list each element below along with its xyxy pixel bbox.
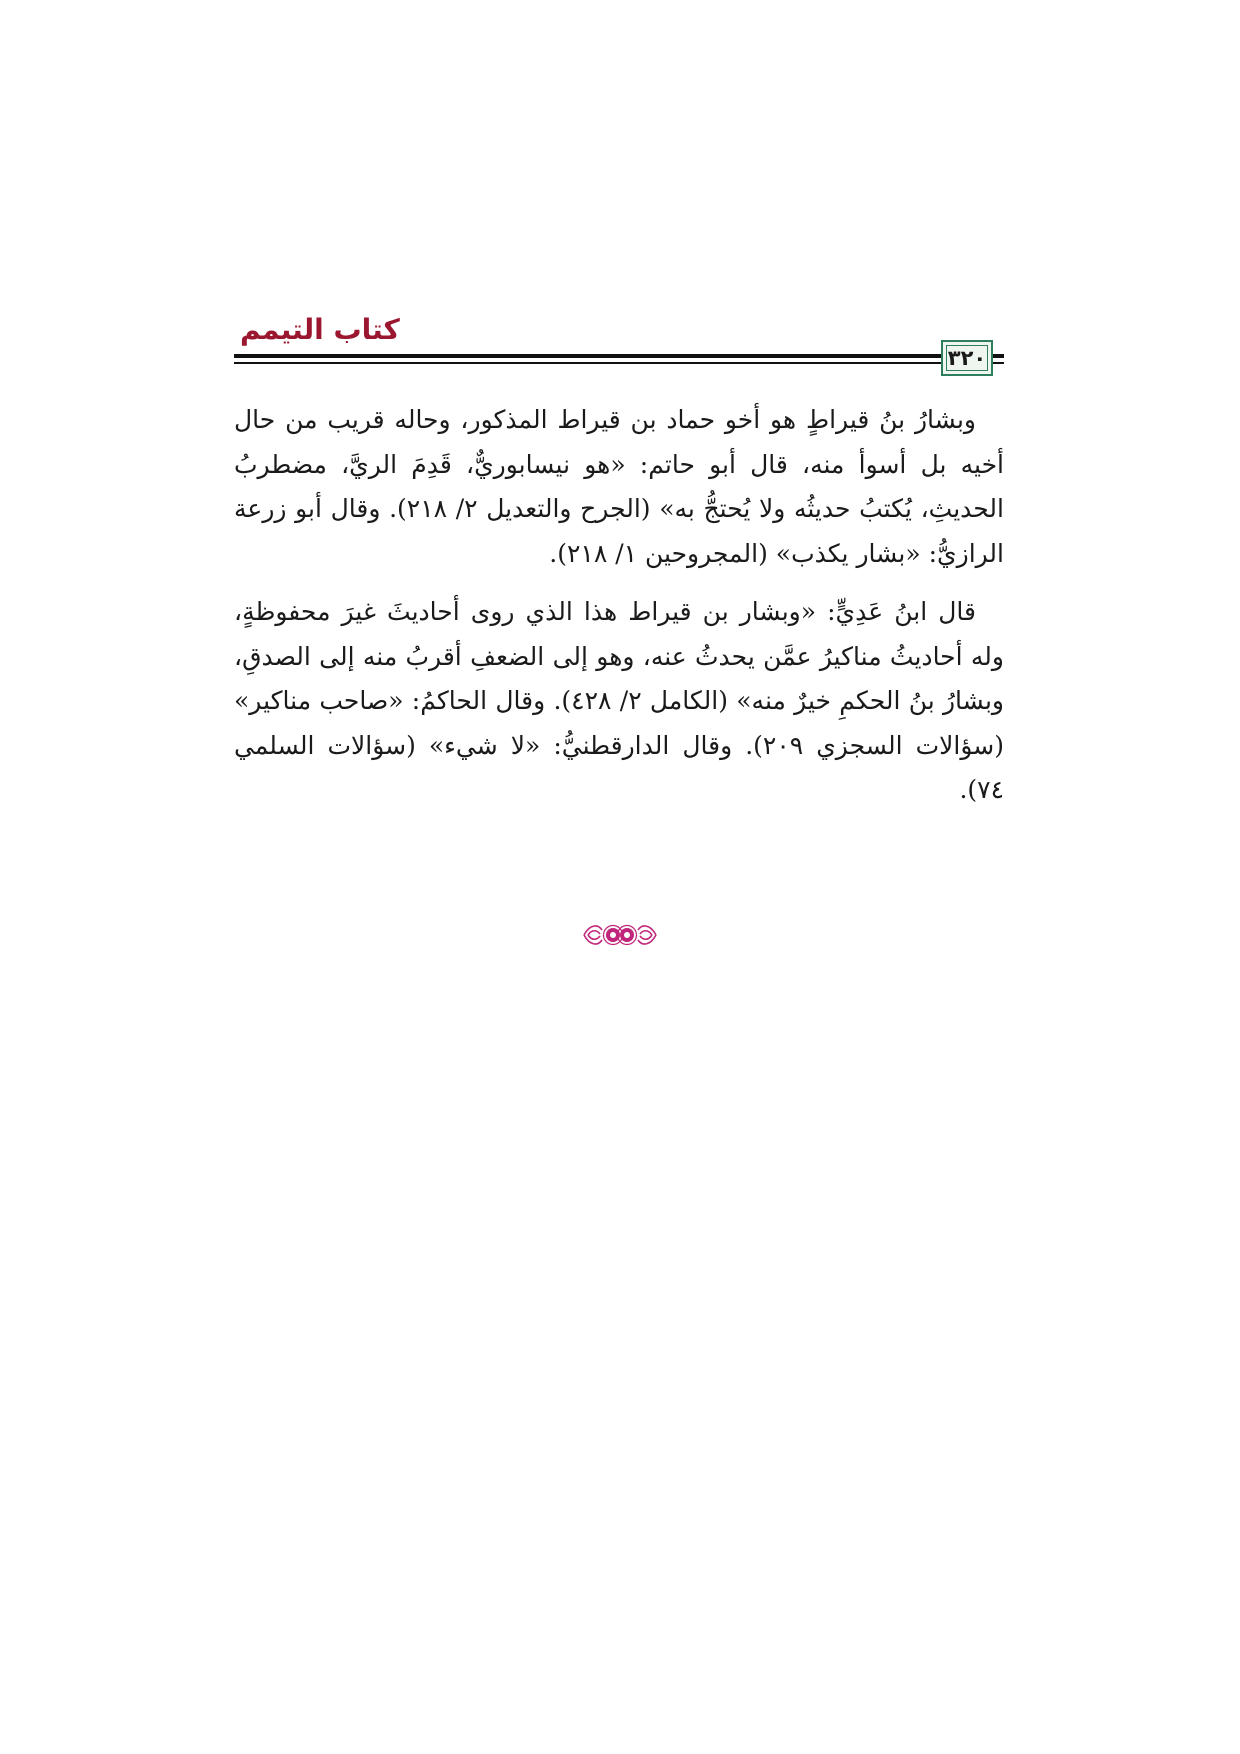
paragraph-2: قال ابنُ عَدِيٍّ: «وبشار بن قيراط هذا الذي روى أحاديثَ غيرَ محفوظةٍ، وله أحاديثُ مناكيرُ عمَّن يحدثُ عنه، وهو إلى الضعفِ أقربُ منه إلى الصدقِ، وبشارُ بنُ الحكمِ خيرٌ منه» (الكامل ٢/ ٤٢٨). وقال الحاكمُ: «صاحب مناكير» (سؤالات السجزي ٢٠٩). وقال الدارقطنيُّ: «لا شيء» (سؤالات السلمي ٧٤). bbox=[234, 597, 1004, 804]
body-text bbox=[234, 398, 1004, 813]
page-header bbox=[234, 312, 1004, 382]
paragraph-1: وبشارُ بنُ قيراطٍ هو أخو حماد بن قيراط المذكور، وحاله قريب من حال أخيه بل أسوأ منه، قال أبو حاتم: «هو نيسابوريٌّ، قَدِمَ الريَّ، مضطربُ الحديثِ، يُكتبُ حديثُه ولا يُحتجُّ به» (الجرح والتعديل ٢/ ٢١٨). وقال أبو زرعة الرازيُّ: «بشار يكذب» (المجروحين ١/ ٢١٨). bbox=[234, 405, 1004, 568]
page-number: ٣٢٠ bbox=[947, 345, 987, 370]
book-title: كتاب التيمم bbox=[240, 313, 400, 346]
floral-divider-icon bbox=[580, 918, 660, 952]
header-rule bbox=[234, 354, 954, 364]
page-number-badge bbox=[941, 340, 993, 376]
